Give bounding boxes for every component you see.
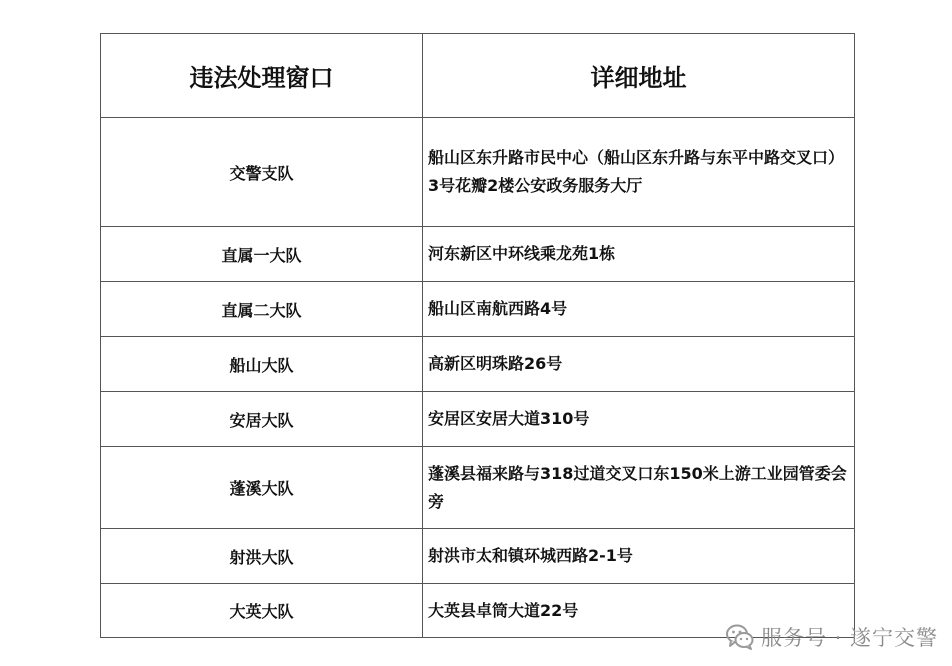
header-address: 详细地址 — [423, 34, 855, 118]
window-name: 射洪大队 — [101, 529, 423, 584]
window-address: 船山区南航西路4号 — [423, 282, 855, 337]
table-header-row — [101, 34, 855, 118]
table-row — [101, 227, 855, 282]
window-address: 船山区东升路市民中心（船山区东升路与东平中路交叉口）3号花瓣2楼公安政务服务大厅 — [423, 118, 855, 227]
window-address: 大英县卓筒大道22号 — [423, 584, 855, 638]
window-name: 安居大队 — [101, 392, 423, 447]
window-name: 蓬溪大队 — [101, 447, 423, 529]
window-name: 交警支队 — [101, 118, 423, 227]
window-address: 射洪市太和镇环城西路2-1号 — [423, 529, 855, 584]
window-name: 船山大队 — [101, 337, 423, 392]
table-row — [101, 392, 855, 447]
window-address: 蓬溪县福来路与318过道交叉口东150米上游工业园管委会旁 — [423, 447, 855, 529]
table-row — [101, 447, 855, 529]
window-name: 直属一大队 — [101, 227, 423, 282]
window-address: 河东新区中环线乘龙苑1栋 — [423, 227, 855, 282]
watermark-text: 服务号 · 遂宁交警 — [760, 626, 938, 650]
window-address: 高新区明珠路26号 — [423, 337, 855, 392]
watermark — [725, 622, 938, 652]
table-row — [101, 118, 855, 227]
violation-window-table — [100, 33, 855, 638]
wechat-icon — [725, 622, 755, 652]
window-name: 大英大队 — [101, 584, 423, 638]
table-row — [101, 337, 855, 392]
window-name: 直属二大队 — [101, 282, 423, 337]
window-address: 安居区安居大道310号 — [423, 392, 855, 447]
table-row — [101, 282, 855, 337]
header-window: 违法处理窗口 — [101, 34, 423, 118]
table-row — [101, 529, 855, 584]
